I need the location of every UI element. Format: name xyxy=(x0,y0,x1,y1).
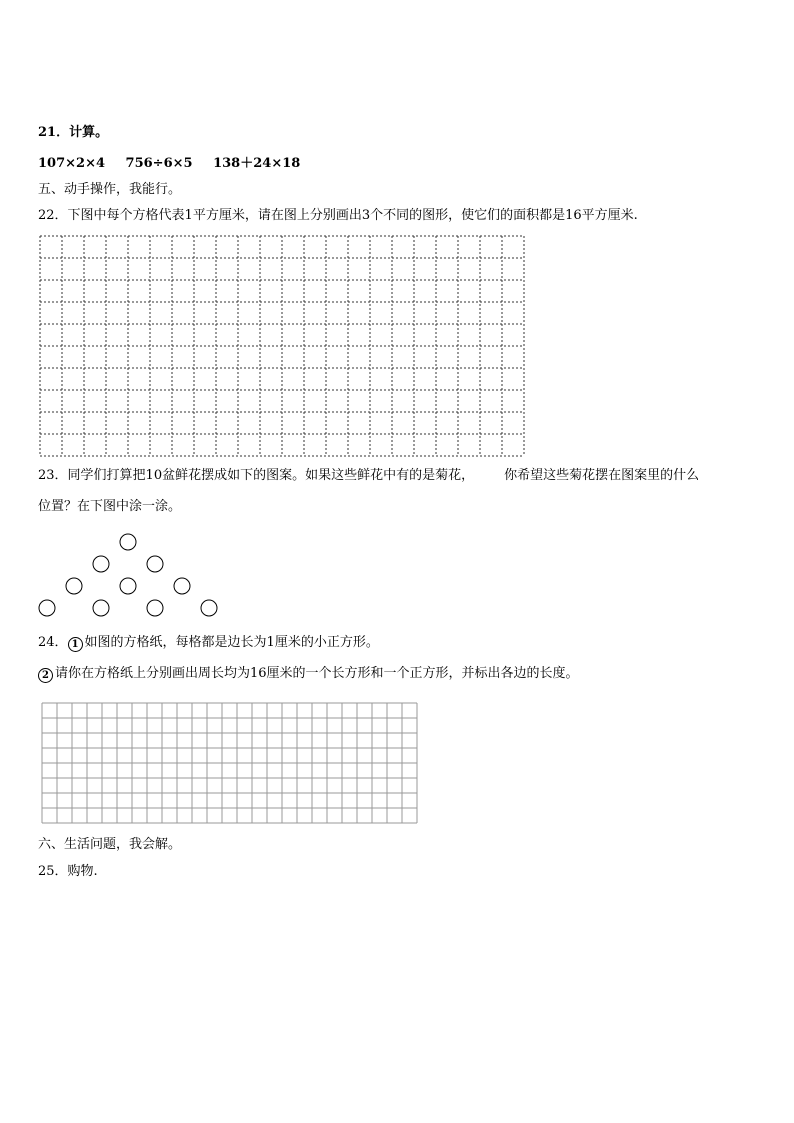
question-25-text: 25．购物. xyxy=(38,864,98,879)
question-23-line-1b: 你希望这些菊花摆在图案里的什么 xyxy=(504,468,700,483)
circled-number-1: 1 xyxy=(68,637,83,652)
question-24-text-1: 如图的方格纸，每格都是边长为1厘米的小正方形。 xyxy=(84,635,379,650)
question-21-title: 21．计算。 xyxy=(38,125,109,140)
question-22-text: 22．下图中每个方格代表1平方厘米，请在图上分别画出3个不同的图形，使它们的面积都是16平方厘米. xyxy=(38,208,638,223)
expression-2: 756÷6×5 xyxy=(125,156,193,171)
circled-number-2: 2 xyxy=(38,668,53,683)
section-6-heading: 六、生活问题，我会解。 xyxy=(38,837,182,852)
expression-1: 107×2×4 xyxy=(38,156,106,171)
question-24-number: 24． xyxy=(38,635,68,650)
question-23-line-1a: 23．同学们打算把10盆鲜花摆成如下的图案。如果这些鲜花中有的是菊花， xyxy=(38,468,475,483)
expression-3: 138＋24×18 xyxy=(213,156,301,171)
question-24-text-2: 请你在方格纸上分别画出周长均为16厘米的一个长方形和一个正方形，并标出各边的长度。 xyxy=(55,666,579,681)
section-5-heading: 五、动手操作，我能行。 xyxy=(38,182,182,197)
question-23-line-2: 位置？在下图中涂一涂。 xyxy=(38,499,182,514)
